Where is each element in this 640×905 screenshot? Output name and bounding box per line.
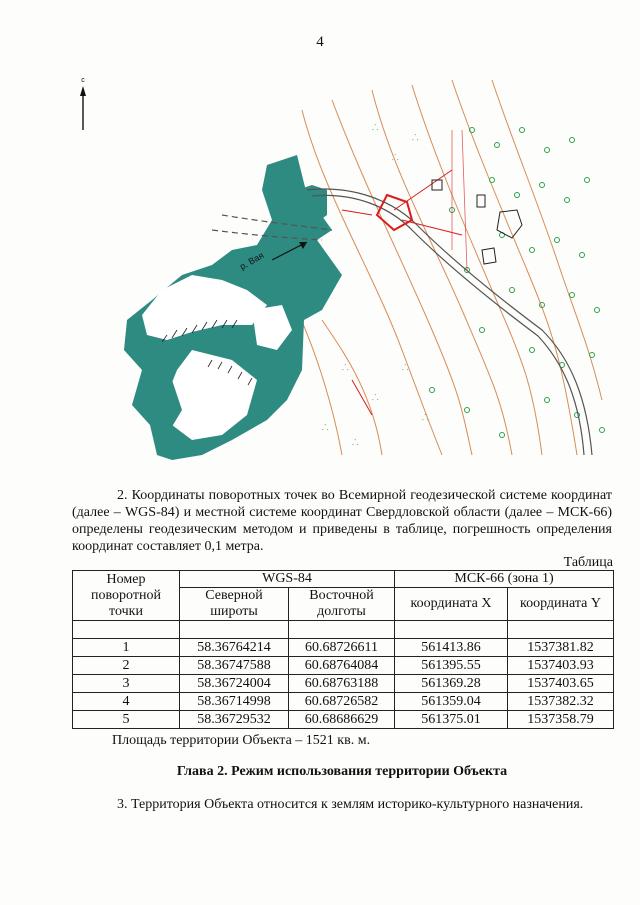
coordinate-y: 1537403.65	[508, 675, 614, 693]
header-msk66: МСК-66 (зона 1)	[395, 571, 614, 588]
latitude: 58.36729532	[180, 711, 289, 729]
latitude: 58.36714998	[180, 693, 289, 711]
coordinate-x: 561369.28	[395, 675, 508, 693]
page-number: 4	[316, 34, 324, 50]
table-row	[73, 657, 614, 675]
header-north-latitude: Северной широты	[180, 588, 289, 621]
table-row	[73, 675, 614, 693]
chapter-title: Глава 2. Режим использования территории Объекта	[176, 764, 508, 779]
longitude: 60.68763188	[289, 675, 395, 693]
coordinates-table	[72, 570, 614, 729]
table-row	[73, 711, 614, 729]
point-number: 5	[73, 711, 180, 729]
header-coordinate-y: координата Y	[508, 588, 614, 621]
topographic-map	[72, 70, 612, 460]
header-point-number: Номер поворотной точки	[73, 571, 180, 621]
header-wgs84: WGS-84	[180, 571, 395, 588]
river-label: р. Вая	[238, 250, 266, 272]
header-east-longitude: Восточной долготы	[289, 588, 395, 621]
point-number: 2	[73, 657, 180, 675]
object-boundary	[342, 130, 467, 415]
header-coordinate-x: координата X	[395, 588, 508, 621]
paragraph-3	[72, 796, 612, 813]
svg-text:⸫: ⸫	[422, 413, 429, 422]
paragraph-2-text: 2. Координаты поворотных точек во Всемирной геодезической системе координат (далее – WGS-84) и местной системе координат Свердловской области (далее – МСК-66) определены геодезическим методом и приведены в таблице, погрешность определения координат составляет 0,1 метра.	[72, 488, 612, 554]
coordinate-y: 1537358.79	[508, 711, 614, 729]
table-row	[73, 693, 614, 711]
point-number: 4	[73, 693, 180, 711]
svg-text:⸫: ⸫	[402, 363, 409, 372]
coordinate-x: 561413.86	[395, 639, 508, 657]
longitude: 60.68764084	[289, 657, 395, 675]
svg-text:⸫: ⸫	[342, 363, 349, 372]
paragraph-2	[72, 487, 612, 555]
north-label: с	[81, 77, 85, 84]
svg-text:⸫: ⸫	[352, 438, 359, 447]
svg-text:⸫: ⸫	[392, 153, 399, 162]
coordinate-x: 561375.01	[395, 711, 508, 729]
longitude: 60.68726582	[289, 693, 395, 711]
svg-text:⸫: ⸫	[372, 393, 379, 402]
latitude: 58.36747588	[180, 657, 289, 675]
coordinate-y: 1537382.32	[508, 693, 614, 711]
latitude: 58.36724004	[180, 675, 289, 693]
longitude: 60.68726611	[289, 639, 395, 657]
table-row	[73, 639, 614, 657]
coordinate-y: 1537403.93	[508, 657, 614, 675]
svg-text:⸫: ⸫	[372, 123, 379, 132]
coordinate-y: 1537381.82	[508, 639, 614, 657]
svg-text:⸫: ⸫	[322, 423, 329, 432]
vegetation-marks	[322, 123, 429, 447]
svg-text:⸫: ⸫	[412, 133, 419, 142]
coordinate-x: 561359.04	[395, 693, 508, 711]
table-caption: Таблица	[563, 555, 613, 570]
point-number: 3	[73, 675, 180, 693]
contour-lines	[292, 80, 602, 455]
point-number: 1	[73, 639, 180, 657]
river-water	[124, 155, 342, 460]
area-statement: Площадь территории Объекта – 1521 кв. м.	[112, 733, 371, 748]
coordinate-x: 561395.55	[395, 657, 508, 675]
header-separator	[73, 621, 614, 639]
latitude: 58.36764214	[180, 639, 289, 657]
longitude: 60.68686629	[289, 711, 395, 729]
paragraph-3-text: 3. Территория Объекта относится к землям историко-культурного назначения.	[117, 797, 584, 812]
